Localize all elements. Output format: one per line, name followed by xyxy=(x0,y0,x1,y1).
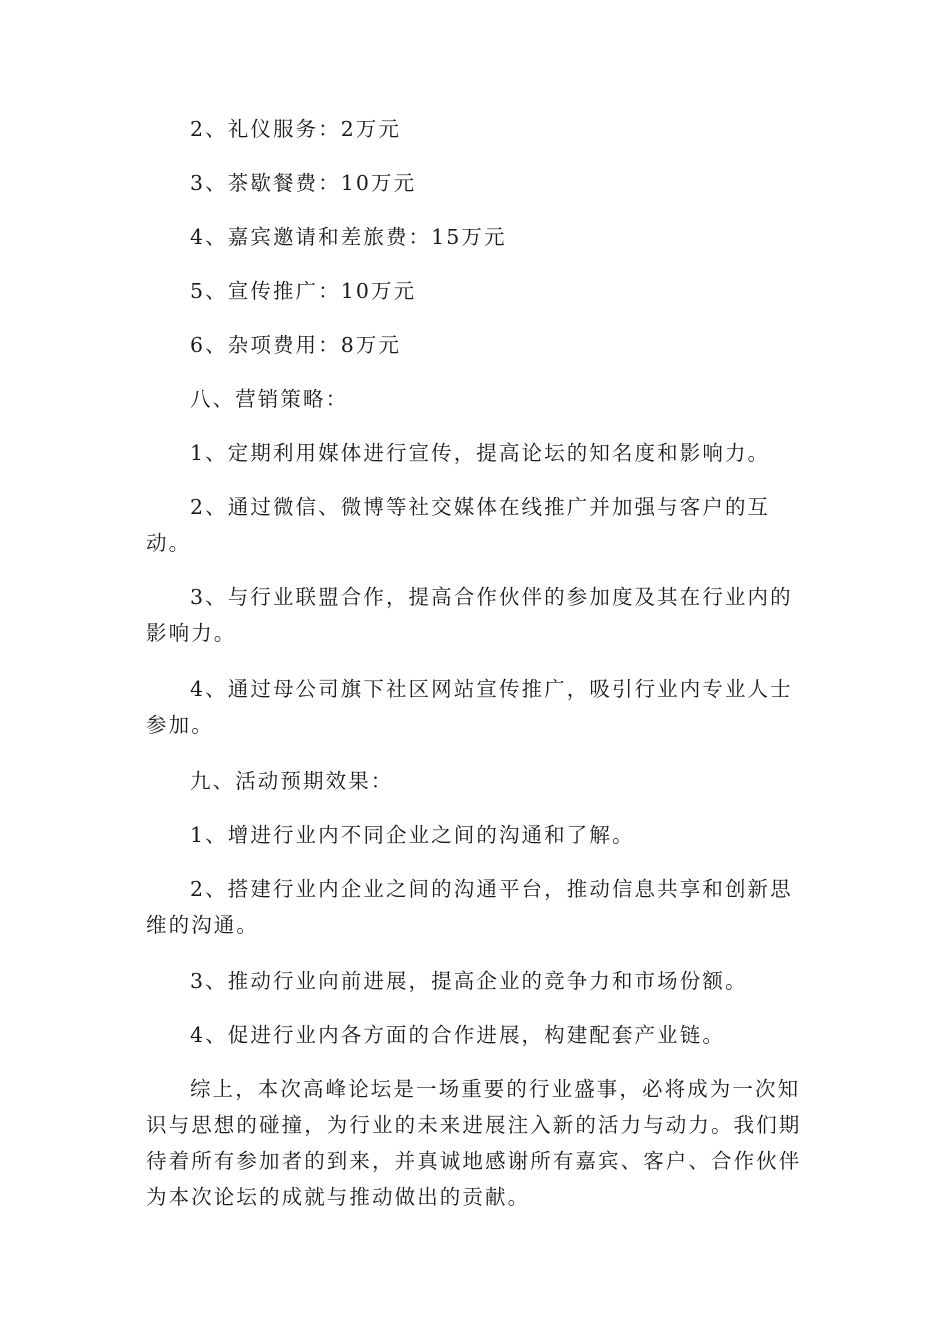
document-body xyxy=(146,111,806,1215)
marketing-item: 2、通过微信、微博等社交媒体在线推广并加强与客户的互动。 xyxy=(146,495,771,555)
budget-item: 5、宣传推广：10万元 xyxy=(190,279,417,303)
marketing-item: 1、定期利用媒体进行宣传，提高论坛的知名度和影响力。 xyxy=(190,441,771,465)
budget-item: 6、杂项费用：8万元 xyxy=(190,333,402,357)
effect-item: 4、促进行业内各方面的合作进展，构建配套产业链。 xyxy=(190,1023,725,1047)
budget-item: 2、礼仪服务：2万元 xyxy=(190,117,402,141)
effect-item: 2、搭建行业内企业之间的沟通平台，推动信息共享和创新思维的沟通。 xyxy=(146,877,793,937)
marketing-item: 4、通过母公司旗下社区网站宣传推广，吸引行业内专业人士参加。 xyxy=(146,677,793,737)
effect-item: 3、推动行业向前进展，提高企业的竞争力和市场份额。 xyxy=(190,969,748,993)
budget-item: 3、茶歇餐费：10万元 xyxy=(190,171,417,195)
effect-item: 1、增进行业内不同企业之间的沟通和了解。 xyxy=(190,823,635,847)
conclusion-paragraph: 综上，本次高峰论坛是一场重要的行业盛事，必将成为一次知识与思想的碰撞，为行业的未来进展注入新的活力与动力。我们期待着所有参加者的到来，并真诚地感谢所有嘉宾、客户、合作伙伴为本次论坛的成就与推动做出的贡献。 xyxy=(146,1077,802,1209)
section-heading-expected-effects: 九、活动预期效果： xyxy=(190,769,394,793)
section-heading-marketing: 八、营销策略： xyxy=(190,387,349,411)
budget-item: 4、嘉宾邀请和差旅费：15万元 xyxy=(190,225,507,249)
marketing-item: 3、与行业联盟合作，提高合作伙伴的参加度及其在行业内的影响力。 xyxy=(146,585,793,645)
